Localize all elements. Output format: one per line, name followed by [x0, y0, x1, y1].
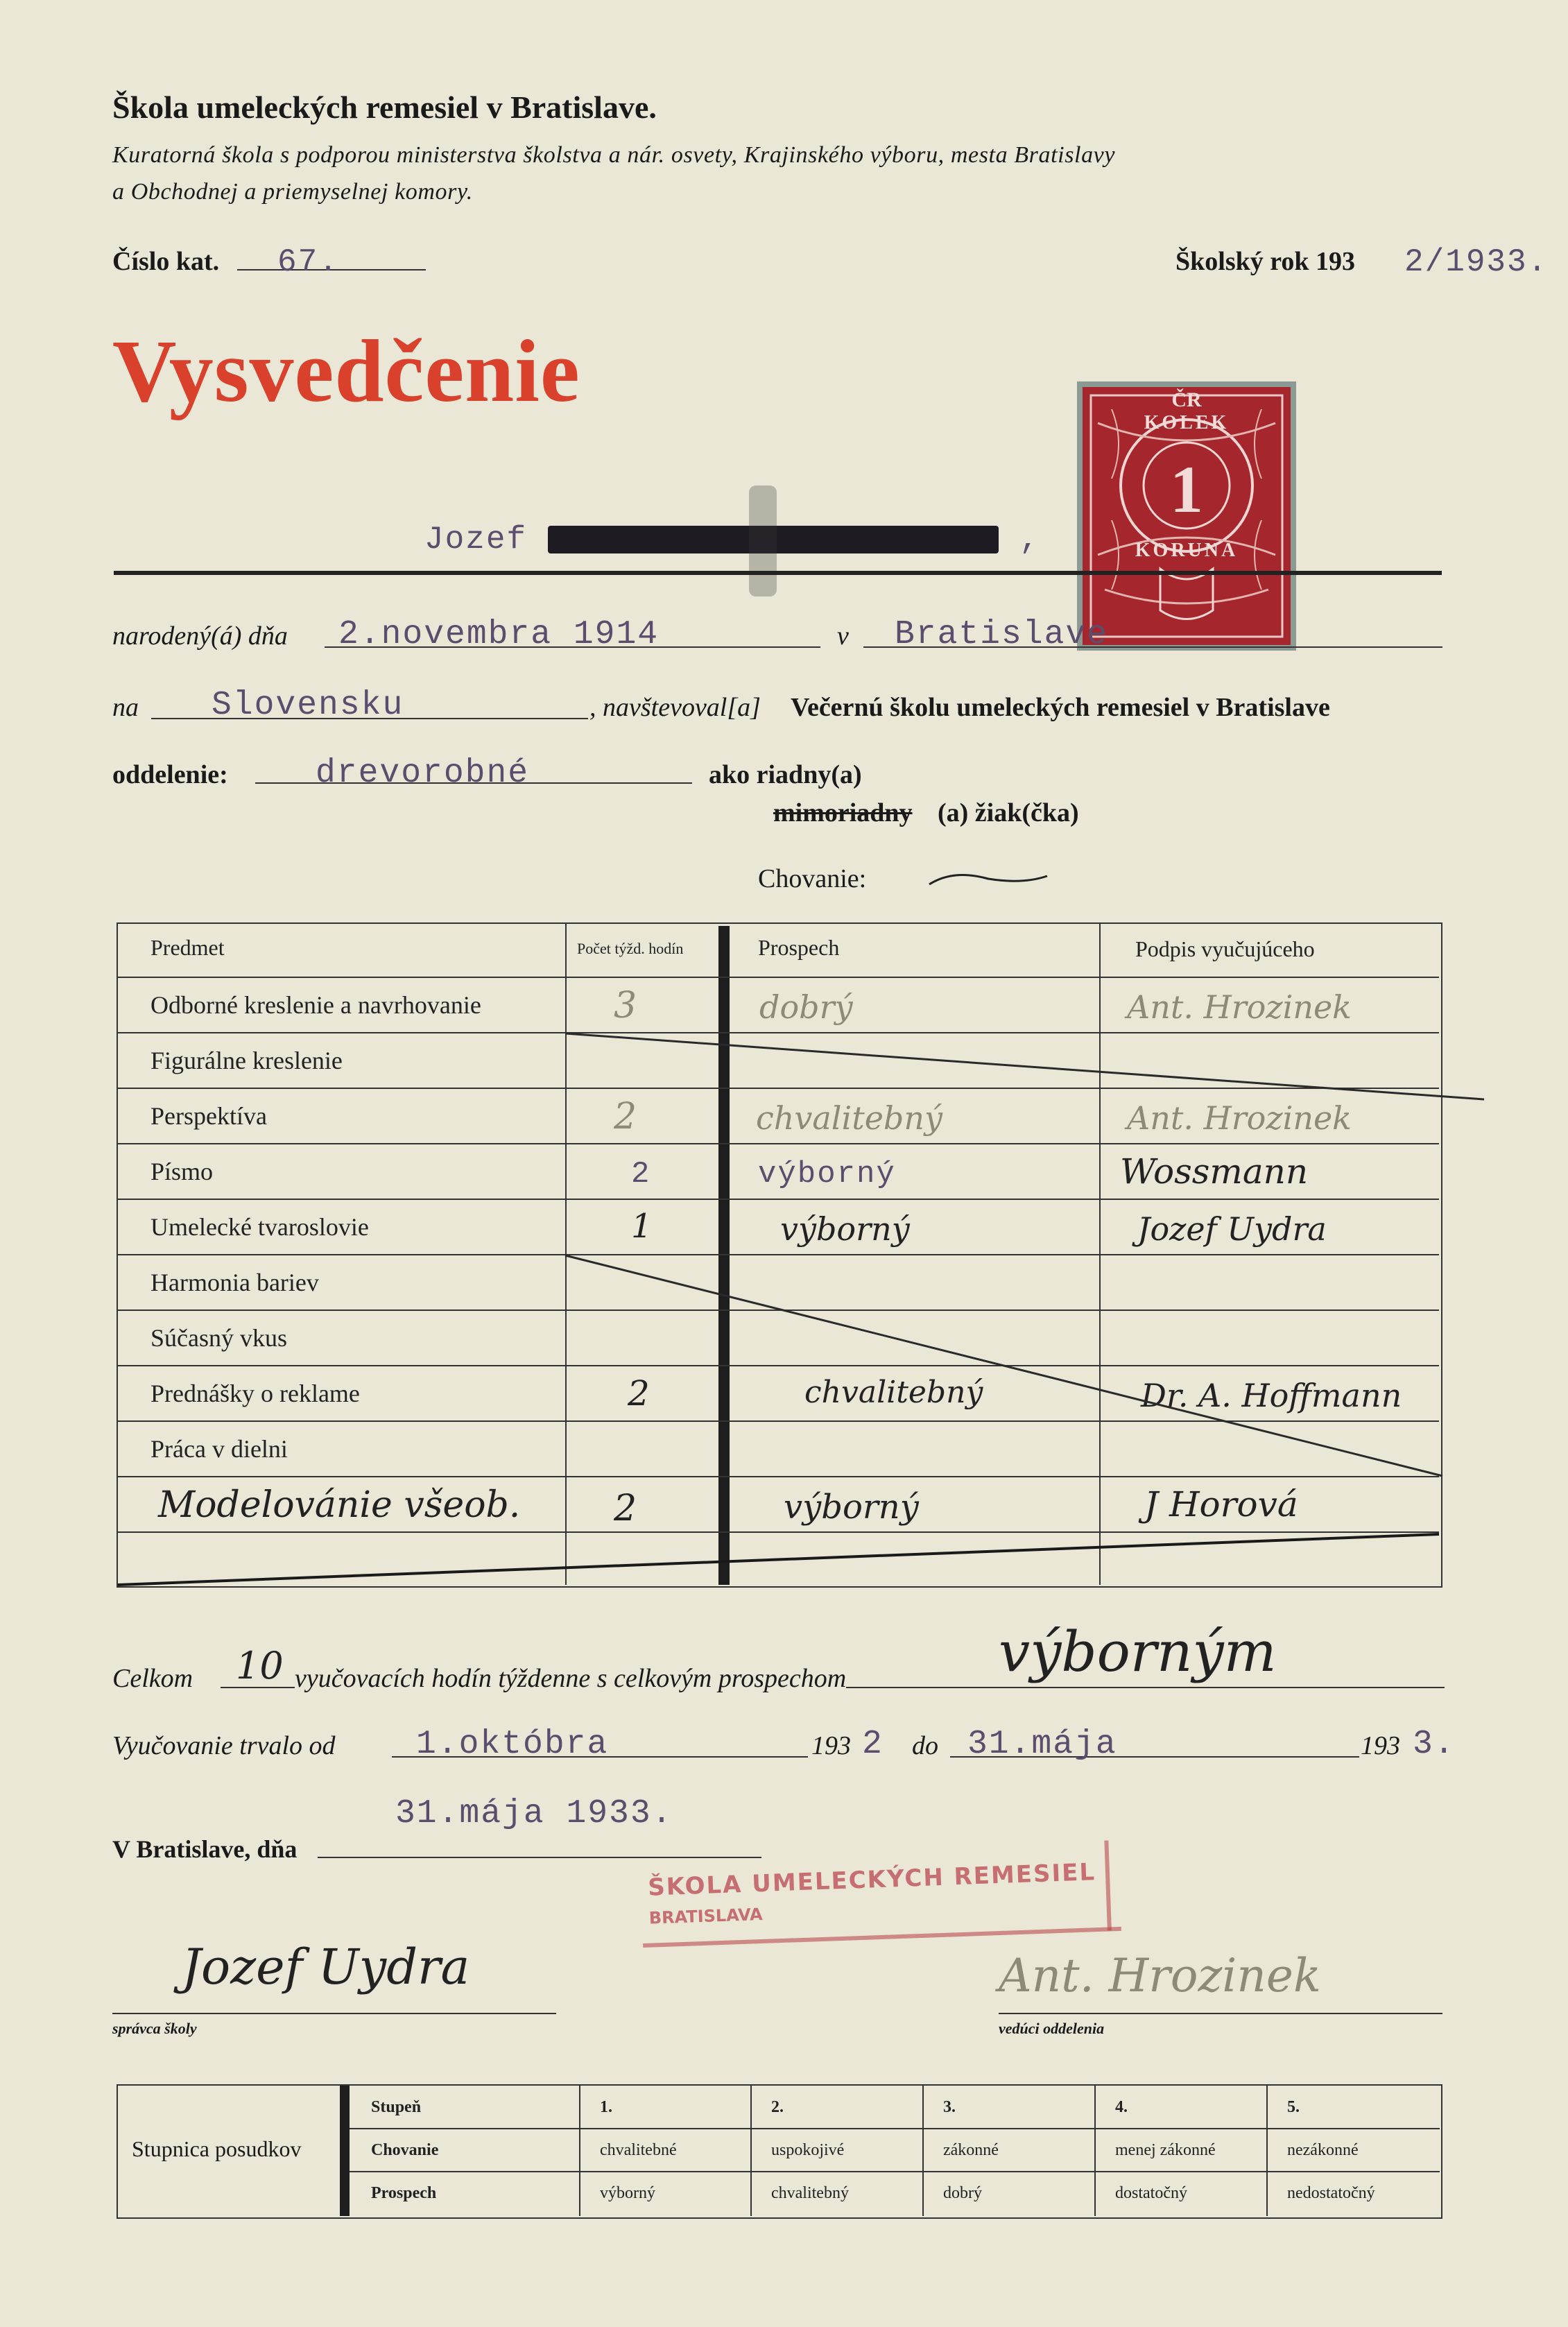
issue-date: 31.mája 1933.	[395, 1795, 673, 1832]
row-grade: výborný	[780, 1210, 910, 1248]
school-year-label: Školský rok 193	[1175, 247, 1356, 276]
row-hours: 3	[614, 985, 637, 1027]
school-subtitle-1: Kuratorná škola s podporou ministerstva školstva a nár. osvety, Krajinského výboru, mesta Bratislavy	[112, 142, 1116, 168]
scale-behavior: zákonné	[943, 2141, 999, 2159]
header-signature: Podpis vyučujúceho	[1135, 936, 1315, 961]
row-signature: Ant. Hrozinek	[1127, 1099, 1352, 1137]
year2-prefix: 193	[1361, 1731, 1400, 1760]
scale-degree: 4.	[1115, 2098, 1128, 2116]
year1-prefix: 193	[811, 1731, 851, 1760]
catalog-label: Číslo kat.	[112, 247, 220, 276]
attended-school: Večernú školu umeleckých remesiel v Bratislave	[791, 693, 1330, 722]
row-grade: výborný	[758, 1157, 896, 1192]
year1-digit: 2	[862, 1726, 884, 1763]
row-signature: Ant. Hrozinek	[1127, 988, 1352, 1026]
right-signature: Ant. Hrozinek	[999, 1949, 1321, 2002]
birthplace: Bratislave	[895, 616, 1109, 653]
header-grade: Prospech	[758, 935, 840, 960]
scale-performance: nedostatočný	[1287, 2184, 1375, 2202]
born-label: narodený(á) dňa	[112, 621, 288, 651]
scale-performance: chvalitebný	[771, 2184, 849, 2202]
catalog-number: 67.	[277, 244, 339, 280]
place-label: V Bratislave, dňa	[112, 1835, 298, 1863]
row-signature: Dr. A. Hoffmann	[1141, 1377, 1402, 1414]
to-label: do	[912, 1731, 938, 1760]
pupil-label: (a) žiak(čka)	[938, 798, 1079, 827]
right-signature-label: vedúci oddelenia	[999, 2020, 1105, 2037]
end-date: 31.mája	[967, 1726, 1117, 1763]
scale-behavior: nezákonné	[1287, 2141, 1359, 2159]
regular-student: ako riadny(a)	[709, 760, 862, 789]
row-subject: Figurálne kreslenie	[150, 1047, 343, 1074]
school-year-value: 2/1933.	[1404, 244, 1549, 280]
scale-degree: 5.	[1287, 2098, 1300, 2116]
scale-row-performance: Prospech	[371, 2184, 437, 2202]
row-hours: 2	[631, 1157, 651, 1192]
stamp-top: ČR	[1171, 388, 1202, 411]
stamp-line1: ŠKOLA UMELECKÝCH REMESIEL	[647, 1858, 1096, 1902]
scale-row-behavior: Chovanie	[371, 2141, 439, 2159]
scale-performance: dobrý	[943, 2184, 982, 2202]
row-grade: chvalitebný	[804, 1375, 983, 1410]
row-subject: Umelecké tvaroslovie	[150, 1213, 369, 1241]
header-hours: Počet týžd. hodín	[577, 940, 684, 957]
row-hours: 1	[631, 1207, 653, 1246]
total-label: Celkom	[112, 1664, 193, 1693]
row-subject: Práca v dielni	[150, 1435, 288, 1463]
behavior-label: Chovanie:	[758, 864, 867, 893]
row-subject: Písmo	[150, 1158, 214, 1185]
name-comma: ,	[1019, 522, 1040, 558]
row-subject: Harmonia bariev	[150, 1269, 319, 1296]
row-subject: Modelovánie všeob.	[158, 1484, 521, 1526]
scale-behavior: chvalitebné	[600, 2141, 677, 2159]
scale-title: Stupnica posudkov	[132, 2136, 302, 2161]
hours-text: vyučovacích hodín týždenne s celkovým prospechom	[295, 1664, 847, 1693]
scale-performance: dostatočný	[1115, 2184, 1187, 2202]
birth-date: 2.novembra 1914	[338, 616, 660, 653]
stamp-line2: BRATISLAVA	[648, 1904, 764, 1928]
row-grade: dobrý	[759, 988, 853, 1026]
row-signature: Jozef Uydra	[1137, 1210, 1327, 1248]
country: Slovensku	[212, 687, 404, 724]
row-subject: Odborné kreslenie a navrhovanie	[150, 991, 481, 1019]
row-hours: 2	[614, 1096, 637, 1137]
scale-degree: 3.	[943, 2098, 956, 2116]
stamp-unit: KORUNA	[1135, 540, 1239, 561]
stamp-value: 1	[1170, 452, 1203, 526]
row-hours: 2	[614, 1488, 637, 1529]
period-label: Vyučovanie trvalo od	[112, 1731, 336, 1760]
extraordinary-struck: mimoriadny	[773, 798, 913, 827]
school-stamp	[640, 1837, 1122, 1957]
left-signature-label: správca školy	[112, 2020, 197, 2037]
year2-digit: 3.	[1413, 1726, 1456, 1763]
scale-behavior: menej zákonné	[1115, 2141, 1216, 2159]
school-subtitle-2: a Obchodnej a priemyselnej komory.	[112, 179, 473, 205]
student-first-name: Jozef	[424, 522, 528, 558]
school-name: Škola umeleckých remesiel v Bratislave.	[112, 89, 657, 125]
start-date: 1.októbra	[416, 1726, 609, 1763]
scale-degree: 1.	[600, 2098, 612, 2116]
row-subject: Súčasný vkus	[150, 1324, 287, 1352]
document-title: Vysvedčenie	[112, 322, 580, 420]
row-subject: Perspektíva	[150, 1102, 267, 1130]
stamp-label: KOLEK	[1144, 412, 1230, 433]
row-signature: Wossmann	[1120, 1151, 1309, 1192]
row-hours: 2	[628, 1373, 650, 1414]
row-grade: výborný	[784, 1488, 919, 1527]
na-label: na	[112, 693, 139, 722]
overall-grade: výborným	[999, 1620, 1277, 1684]
scale-performance: výborný	[600, 2184, 655, 2202]
scale-degree: 2.	[771, 2098, 784, 2116]
in-label: v	[837, 621, 849, 651]
total-hours: 10	[236, 1644, 284, 1688]
row-subject: Prednášky o reklame	[150, 1380, 360, 1407]
scale-behavior: uspokojivé	[771, 2141, 845, 2159]
department-label: oddelenie:	[112, 760, 228, 789]
header-subject: Predmet	[150, 935, 225, 960]
department: drevorobné	[316, 755, 530, 792]
attended-label: , navštevoval[a]	[589, 693, 761, 722]
row-signature: J Horová	[1144, 1484, 1298, 1525]
scale-row-degree: Stupeň	[371, 2098, 422, 2116]
row-grade: chvalitebný	[756, 1099, 942, 1137]
left-signature: Jozef Uydra	[182, 1939, 470, 1995]
